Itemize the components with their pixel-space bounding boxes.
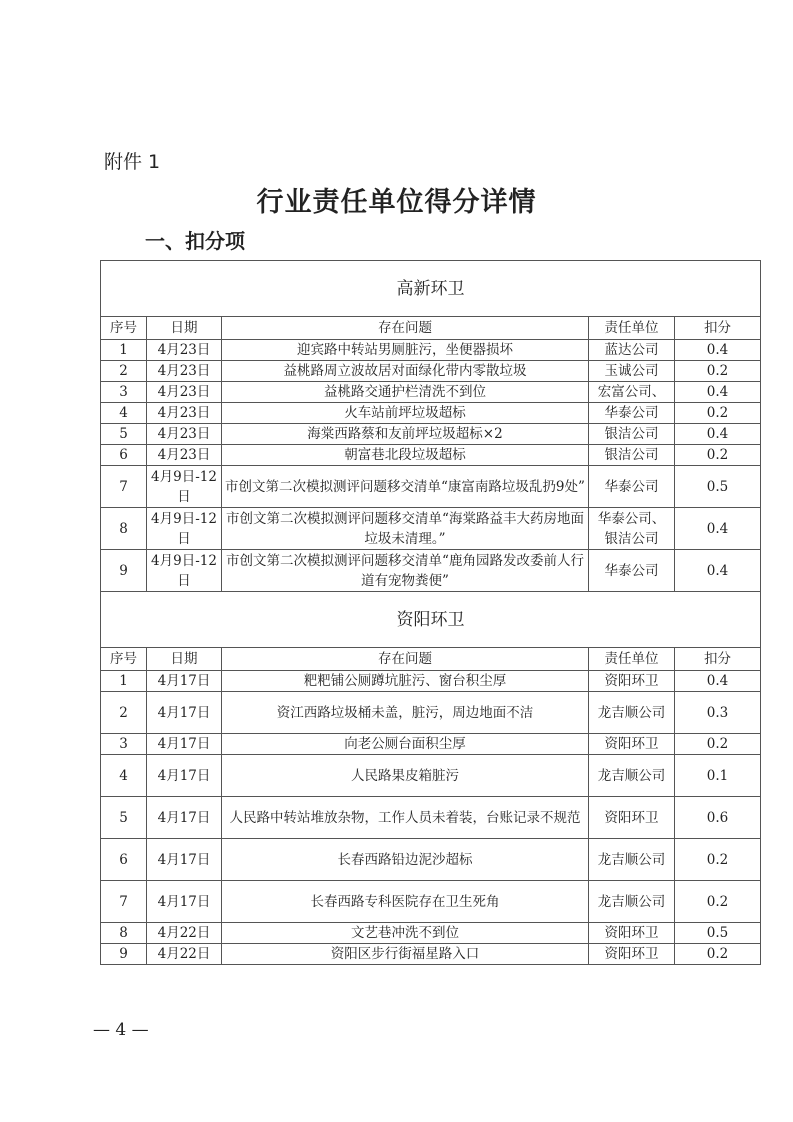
row-unit: 龙吉顺公司	[589, 839, 675, 881]
table-row	[101, 445, 761, 466]
row-issue: 市创文第二次模拟测评问题移交清单“康富南路垃圾乱扔9处”	[222, 466, 589, 508]
row-unit: 华泰公司	[589, 466, 675, 508]
row-number: 2	[101, 361, 147, 382]
table-row	[101, 755, 761, 797]
row-score: 0.2	[675, 881, 761, 923]
row-issue: 火车站前坪垃圾超标	[222, 403, 589, 424]
header-row	[101, 648, 761, 671]
row-issue: 益桃路交通护栏清洗不到位	[222, 382, 589, 403]
row-number: 7	[101, 881, 147, 923]
row-unit: 资阳环卫	[589, 797, 675, 839]
row-date: 4月17日	[147, 671, 222, 692]
table-row	[101, 923, 761, 944]
row-score: 0.4	[675, 550, 761, 592]
row-score: 0.2	[675, 839, 761, 881]
row-number: 8	[101, 923, 147, 944]
row-issue: 人民路中转站堆放杂物，工作人员未着装，台账记录不规范	[222, 797, 589, 839]
row-date: 4月23日	[147, 340, 222, 361]
attachment-label: 附件 1	[104, 151, 161, 173]
page-number: — 4 —	[93, 1020, 149, 1040]
row-date: 4月22日	[147, 944, 222, 965]
row-date: 4月9日-12日	[147, 508, 222, 550]
row-unit: 龙吉顺公司	[589, 755, 675, 797]
row-score: 0.3	[675, 692, 761, 734]
column-header: 责任单位	[589, 317, 675, 340]
row-number: 6	[101, 445, 147, 466]
group-title: 资阳环卫	[101, 592, 761, 648]
row-date: 4月17日	[147, 839, 222, 881]
row-date: 4月23日	[147, 382, 222, 403]
table-row	[101, 550, 761, 592]
row-date: 4月23日	[147, 361, 222, 382]
row-issue: 资阳区步行街福星路入口	[222, 944, 589, 965]
row-number: 6	[101, 839, 147, 881]
row-issue: 向老公厕台面积尘厚	[222, 734, 589, 755]
row-unit: 玉诚公司	[589, 361, 675, 382]
column-header: 扣分	[675, 648, 761, 671]
table-row	[101, 361, 761, 382]
row-number: 1	[101, 340, 147, 361]
row-score: 0.4	[675, 382, 761, 403]
row-score: 0.1	[675, 755, 761, 797]
row-unit: 资阳环卫	[589, 734, 675, 755]
table-row	[101, 403, 761, 424]
row-number: 4	[101, 755, 147, 797]
row-issue: 海棠西路蔡和友前坪垃圾超标×2	[222, 424, 589, 445]
row-unit: 银洁公司	[589, 445, 675, 466]
table-row	[101, 466, 761, 508]
row-score: 0.5	[675, 466, 761, 508]
row-unit: 龙吉顺公司	[589, 881, 675, 923]
row-number: 7	[101, 466, 147, 508]
column-header: 日期	[147, 317, 222, 340]
table-row	[101, 881, 761, 923]
table-row	[101, 797, 761, 839]
row-date: 4月22日	[147, 923, 222, 944]
row-unit: 蓝达公司	[589, 340, 675, 361]
row-number: 3	[101, 734, 147, 755]
row-date: 4月17日	[147, 755, 222, 797]
column-header: 日期	[147, 648, 222, 671]
row-issue: 资江西路垃圾桶未盖，脏污，周边地面不洁	[222, 692, 589, 734]
table-row	[101, 671, 761, 692]
row-number: 1	[101, 671, 147, 692]
row-unit: 龙吉顺公司	[589, 692, 675, 734]
row-unit: 资阳环卫	[589, 671, 675, 692]
row-unit: 华泰公司、银洁公司	[589, 508, 675, 550]
group-title-row	[101, 592, 761, 648]
row-issue: 长春西路铅边泥沙超标	[222, 839, 589, 881]
column-header: 扣分	[675, 317, 761, 340]
row-score: 0.2	[675, 361, 761, 382]
row-date: 4月23日	[147, 403, 222, 424]
page-title: 行业责任单位得分详情	[256, 187, 537, 218]
row-score: 0.2	[675, 445, 761, 466]
column-header: 存在问题	[222, 648, 589, 671]
row-number: 3	[101, 382, 147, 403]
row-number: 9	[101, 944, 147, 965]
score-table	[100, 260, 761, 965]
row-unit: 华泰公司	[589, 403, 675, 424]
table-row	[101, 340, 761, 361]
row-unit: 资阳环卫	[589, 944, 675, 965]
row-number: 4	[101, 403, 147, 424]
row-score: 0.4	[675, 671, 761, 692]
row-issue: 长春西路专科医院存在卫生死角	[222, 881, 589, 923]
row-score: 0.2	[675, 734, 761, 755]
row-number: 2	[101, 692, 147, 734]
column-header: 存在问题	[222, 317, 589, 340]
row-issue: 人民路果皮箱脏污	[222, 755, 589, 797]
row-score: 0.2	[675, 403, 761, 424]
row-unit: 银洁公司	[589, 424, 675, 445]
row-number: 9	[101, 550, 147, 592]
row-date: 4月23日	[147, 445, 222, 466]
row-issue: 益桃路周立波故居对面绿化带内零散垃圾	[222, 361, 589, 382]
group-title: 高新环卫	[101, 261, 761, 317]
row-unit: 华泰公司	[589, 550, 675, 592]
row-score: 0.6	[675, 797, 761, 839]
row-number: 5	[101, 424, 147, 445]
row-unit: 资阳环卫	[589, 923, 675, 944]
group-title-row	[101, 261, 761, 317]
section-heading: 一、扣分项	[145, 229, 245, 253]
row-unit: 宏富公司、	[589, 382, 675, 403]
row-score: 0.4	[675, 508, 761, 550]
row-date: 4月17日	[147, 734, 222, 755]
row-number: 5	[101, 797, 147, 839]
table-row	[101, 382, 761, 403]
table-row	[101, 944, 761, 965]
table-row	[101, 508, 761, 550]
table-row	[101, 692, 761, 734]
row-date: 4月17日	[147, 692, 222, 734]
column-header: 序号	[101, 317, 147, 340]
row-date: 4月23日	[147, 424, 222, 445]
row-date: 4月9日-12日	[147, 550, 222, 592]
column-header: 责任单位	[589, 648, 675, 671]
header-row	[101, 317, 761, 340]
row-number: 8	[101, 508, 147, 550]
row-date: 4月9日-12日	[147, 466, 222, 508]
row-score: 0.5	[675, 923, 761, 944]
row-issue: 迎宾路中转站男厕脏污，坐便器损坏	[222, 340, 589, 361]
table-row	[101, 734, 761, 755]
row-score: 0.4	[675, 424, 761, 445]
row-date: 4月17日	[147, 797, 222, 839]
column-header: 序号	[101, 648, 147, 671]
row-issue: 市创文第二次模拟测评问题移交清单“鹿角园路发改委前人行道有宠物粪便”	[222, 550, 589, 592]
table-row	[101, 839, 761, 881]
row-date: 4月17日	[147, 881, 222, 923]
row-issue: 文艺巷冲洗不到位	[222, 923, 589, 944]
row-issue: 朝富巷北段垃圾超标	[222, 445, 589, 466]
row-issue: 粑粑铺公厕蹲坑脏污、窗台积尘厚	[222, 671, 589, 692]
row-score: 0.4	[675, 340, 761, 361]
table-row	[101, 424, 761, 445]
row-issue: 市创文第二次模拟测评问题移交清单“海棠路益丰大药房地面垃圾未清理。”	[222, 508, 589, 550]
row-score: 0.2	[675, 944, 761, 965]
